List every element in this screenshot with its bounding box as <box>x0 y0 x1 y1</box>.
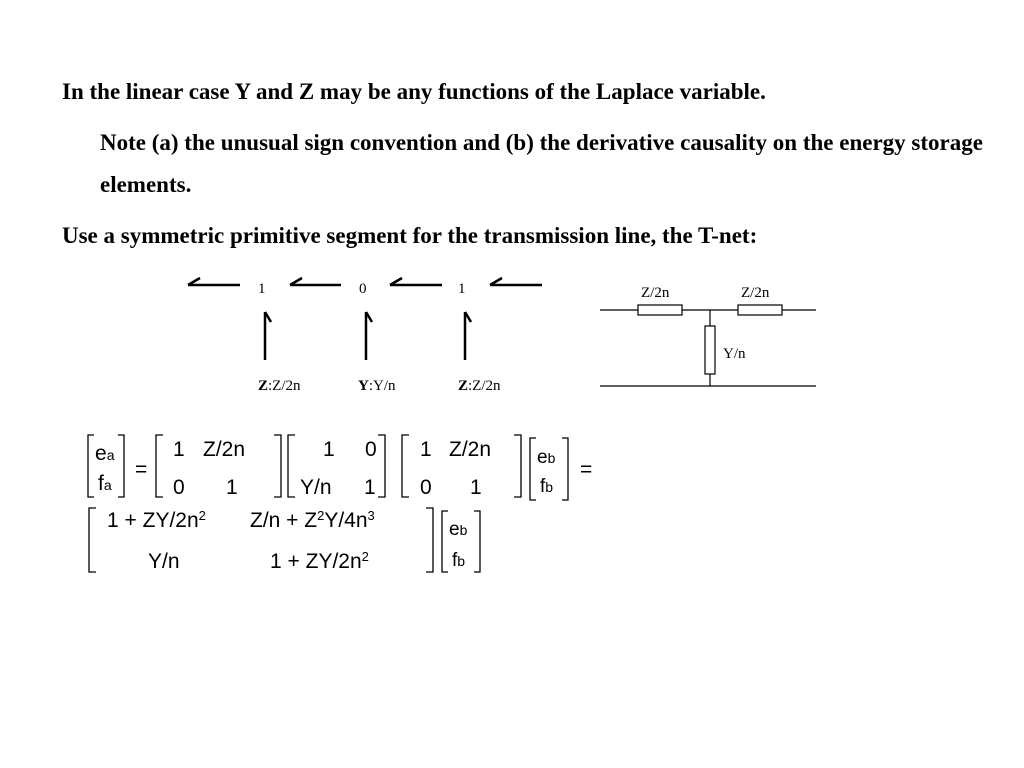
equals-1: = <box>135 458 148 481</box>
bond-to-y <box>366 312 372 360</box>
tnet-label-right: Z/2n <box>741 285 770 301</box>
paragraph-symmetric-segment: Use a symmetric primitive segment for the transmission line, the T-net: <box>62 223 758 248</box>
tnet-resistor-right <box>738 305 782 315</box>
rhs-e: eb <box>537 447 556 468</box>
tnet-resistor-shunt <box>705 326 715 374</box>
bond-0-1 <box>390 278 442 285</box>
paragraph-linear-case: In the linear case Y and Z may be any functions of the Laplace variable. <box>62 79 766 104</box>
res-a11: $1 + ZY/2n^2$ <box>107 508 206 532</box>
tnet-resistor-left <box>638 305 682 315</box>
m1-a11: 1 <box>173 438 185 461</box>
rhs-f: fb <box>540 476 554 497</box>
res-a21: Y/n <box>148 550 180 573</box>
m3-a22: 1 <box>470 476 482 499</box>
bond-1-0 <box>290 278 341 285</box>
bond-left-in <box>188 278 240 285</box>
m1-a22: 1 <box>226 476 238 499</box>
junction-0: 0 <box>359 281 367 297</box>
tnet-label-left: Z/2n <box>641 285 670 301</box>
junction-1-right: 1 <box>458 281 466 297</box>
lhs-e: ea <box>95 442 115 465</box>
res-rhs-f: fb <box>452 550 466 571</box>
m1-a21: 0 <box>173 476 185 499</box>
junction-1-left: 1 <box>258 281 266 297</box>
res-a22: $1 + ZY/2n^2$ <box>270 549 369 573</box>
m2-a11: 1 <box>323 438 335 461</box>
equals-2: = <box>580 458 593 481</box>
paragraph-note: Note (a) the unusual sign convention and (b) the derivative causality on the energy storage elements. <box>100 130 983 197</box>
element-z-left: Z:Z/2n <box>258 378 301 394</box>
tnet-label-shunt: Y/n <box>723 346 746 362</box>
m3-a21: 0 <box>420 476 432 499</box>
bond-to-z-right <box>465 312 471 360</box>
res-a12: $Z/n + Z^2Y/4n^3$ <box>250 508 375 532</box>
element-z-right: Z:Z/2n <box>458 378 501 394</box>
m3-a11: 1 <box>420 438 432 461</box>
m2-a12: 0 <box>365 438 377 461</box>
bond-to-z-left <box>265 312 271 360</box>
m1-a12: Z/2n <box>203 438 246 461</box>
m3-a12: Z/2n <box>449 438 492 461</box>
tnet-circuit <box>600 305 816 386</box>
m2-a21: Y/n <box>300 476 332 499</box>
matrix-equation <box>88 435 592 573</box>
element-y: Y:Y/n <box>358 378 396 394</box>
lhs-f: fa <box>98 472 112 495</box>
res-rhs-e: eb <box>449 519 468 540</box>
bond-right-out <box>490 278 542 285</box>
m2-a22: 1 <box>364 476 376 499</box>
